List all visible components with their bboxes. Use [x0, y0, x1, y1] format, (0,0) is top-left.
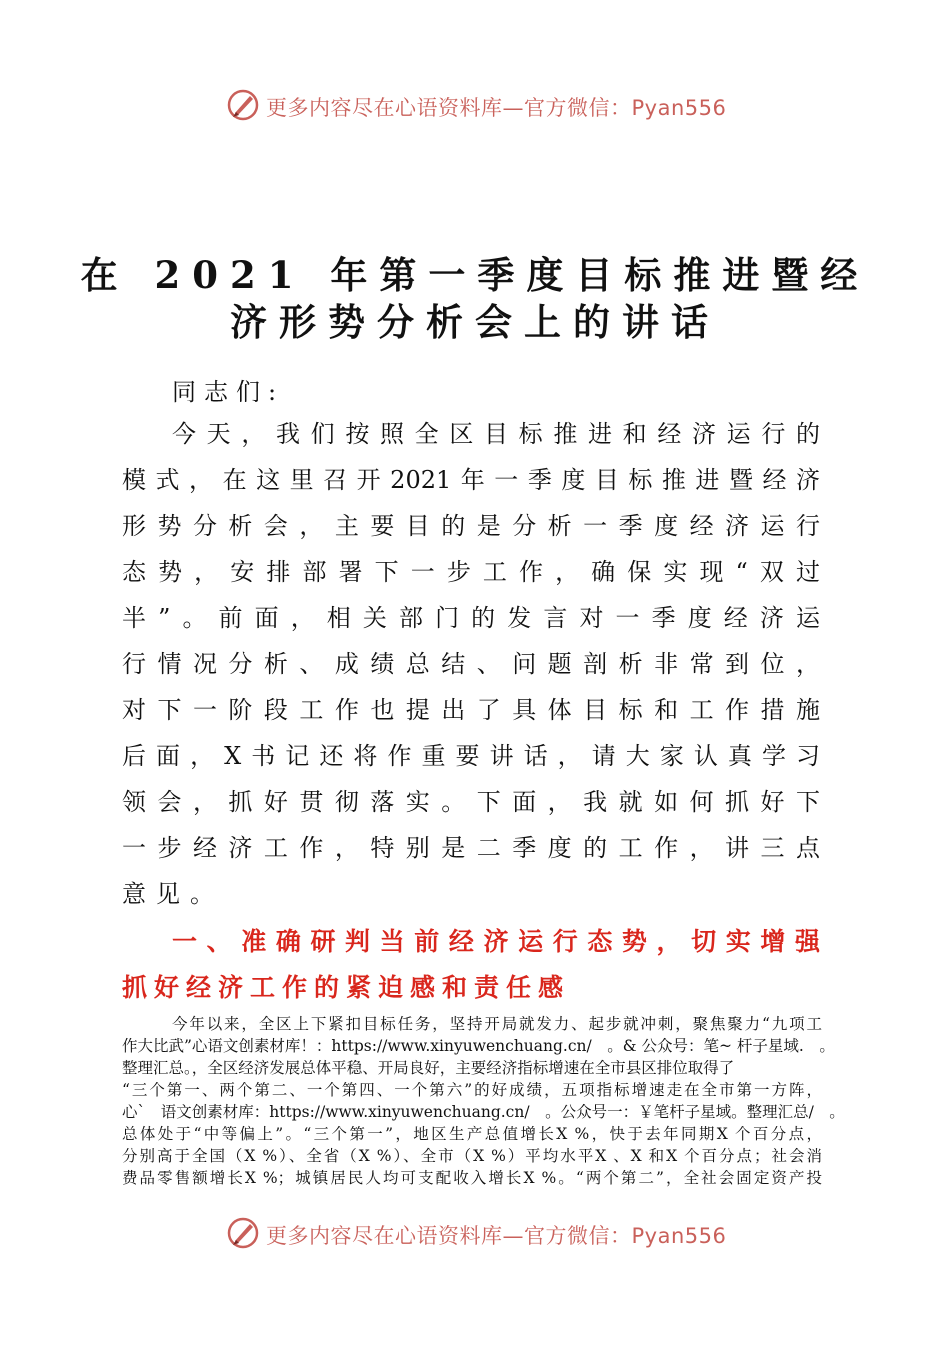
watermark-text: 更多内容尽在心语资料库—官方微信：Pyan556: [266, 96, 727, 120]
paragraph-line: 半”。前面，相关部门的发言对一季度经济运: [122, 604, 820, 632]
document-title-line-2: 济形势分析会上的讲话: [230, 300, 720, 344]
paragraph-line: 对下一阶段工作也提出了具体目标和工作措施: [122, 696, 820, 724]
paragraph-line: 行情况分析、成绩总结、问题剖析非常到位，: [122, 650, 820, 678]
paragraph-line: 费品零售额增长X %；城镇居民人均可支配收入增长X %。“两个第二”，全社会固定资产投: [122, 1169, 822, 1187]
paragraph-line: 总体处于“中等偏上”。“三个第一”，地区生产总值增长X %，快于去年同期X 个百分点，: [122, 1125, 822, 1143]
section-heading-line-1: 一、准确研判当前经济运行态势，切实增强: [172, 927, 820, 956]
paragraph-line: 今天，我们按照全区目标推进和经济运行的: [172, 420, 820, 448]
paragraph-line: 一步经济工作，特别是二季度的工作，讲三点: [122, 834, 820, 862]
paragraph-line: 整理汇总。，全区经济发展总体平稳、开局良好，主要经济指标增速在全市县区排位取得了: [122, 1059, 735, 1077]
paragraph-line: 今年以来，全区上下紧扣目标任务，坚持开局就发力、起步就冲刺，聚焦聚力“九项工: [172, 1015, 822, 1033]
paragraph-line: 后面，X书记还将作重要讲话，请大家认真学习: [122, 742, 820, 770]
paragraph-line: 分别高于全国（X %）、全省（X %）、全市（X %）平均水平X 、X 和X 个百分点；社会消: [122, 1147, 822, 1165]
paragraph-line: 模式，在这里召开2021年一季度目标推进暨经济: [122, 466, 820, 494]
paragraph-line: 心` 语文创素材库：https://www.xinyuwenchuang.cn/ 。公众号一：￥笔杆子星域。整理汇总/ 。: [122, 1103, 845, 1121]
watermark-banner-bottom: [0, 1210, 950, 1254]
salutation: 同志们:: [172, 378, 285, 406]
paragraph-line: 领会，抓好贯彻落实。下面，我就如何抓好下: [122, 788, 820, 816]
paragraph-line: “三个第一、两个第二、一个第四、一个第六”的好成绩，五项指标增速走在全市第一方阵，: [122, 1081, 822, 1099]
pen-logo-icon: [226, 88, 260, 122]
paragraph-line: 形势分析会，主要目的是分析一季度经济运行: [122, 512, 820, 540]
pen-logo-icon: [226, 1216, 260, 1250]
document-title-line-1: 在 2021 年第一季度目标推进暨经: [80, 253, 870, 297]
watermark-banner-top: [0, 82, 950, 126]
watermark-text: 更多内容尽在心语资料库—官方微信：Pyan556: [266, 1224, 727, 1248]
paragraph-line: 作大比武”心语文创素材库！：https://www.xinyuwenchuang.cn/ 。& 公众号：笔~ 杆子星域. 。: [122, 1037, 835, 1055]
paragraph-line: 态势，安排部署下一步工作，确保实现“双过: [122, 558, 820, 586]
paragraph-line: 意见。: [122, 880, 224, 908]
section-heading-line-2: 抓好经济工作的紧迫感和责任感: [122, 973, 571, 1002]
